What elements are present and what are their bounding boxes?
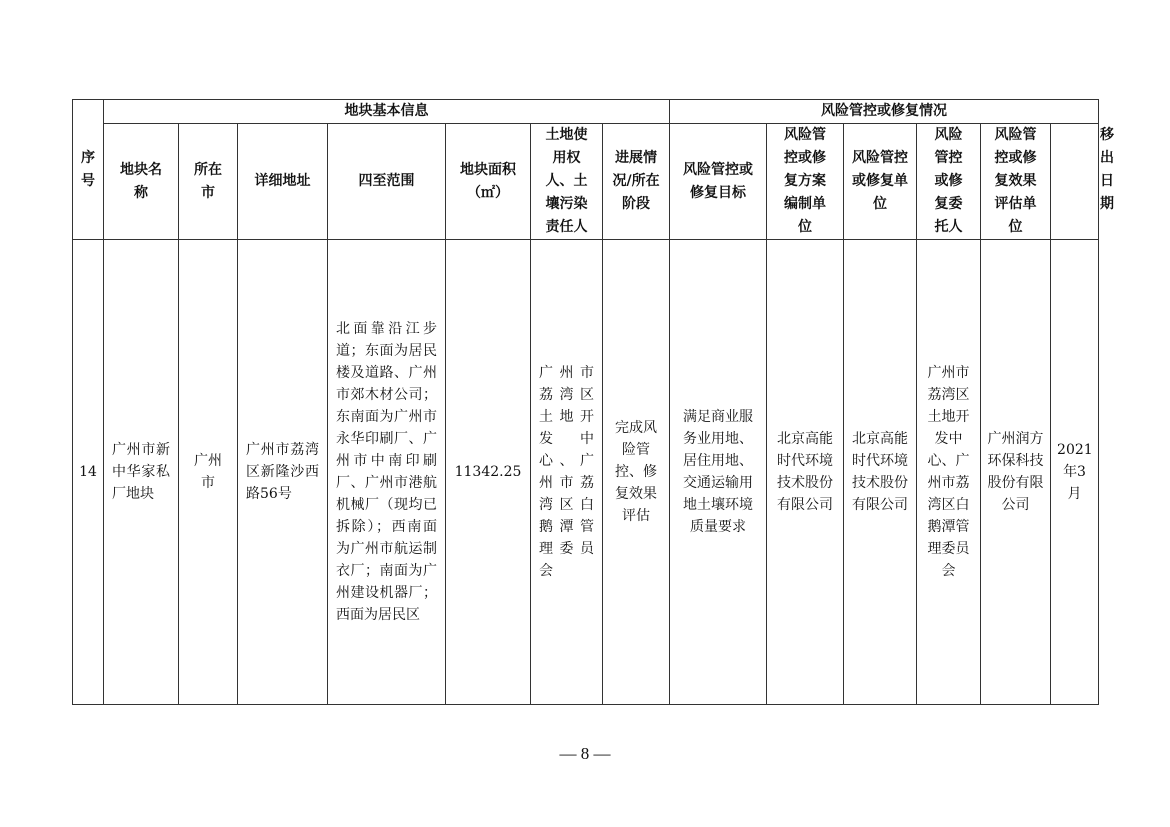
- cell-city: 广州市: [179, 240, 238, 705]
- header-risk-control: 风险管控或修复情况: [670, 100, 1099, 124]
- header-client: 风险管控或修复委托人: [917, 124, 981, 240]
- cell-progress: 完成风险管控、修复效果评估: [603, 240, 670, 705]
- cell-seq: 14: [73, 240, 104, 705]
- header-eval-unit: 风险管控或修复效果评估单位: [981, 124, 1051, 240]
- header-target: 风险管控或修复目标: [670, 124, 767, 240]
- header-removal-date-text: 移出日期: [1100, 126, 1115, 212]
- page-number: — 8 —: [559, 744, 611, 763]
- cell-repair-unit: 北京高能时代环境技术股份有限公司: [844, 240, 917, 705]
- header-city: 所在市: [179, 124, 238, 240]
- header-repair-unit: 风险管控或修复单位: [844, 124, 917, 240]
- cell-address: 广州市荔湾区新隆沙西路56号: [238, 240, 328, 705]
- site-table: [72, 99, 1115, 705]
- header-progress: 进展情况/所在阶段: [603, 124, 670, 240]
- cell-area: 11342.25: [446, 240, 531, 705]
- cell-owner: 广州市荔湾区土地开发中心、广州市荔湾区白鹅潭管理委员会: [531, 240, 603, 705]
- header-name: 地块名称: [104, 124, 179, 240]
- cell-name: 广州市新中华家私厂地块: [104, 240, 179, 705]
- table-row: [73, 240, 1099, 705]
- header-address: 详细地址: [238, 124, 328, 240]
- cell-date: 2021年3月: [1051, 240, 1099, 705]
- header-basic-info: 地块基本信息: [104, 100, 670, 124]
- header-seq-text: 序号: [81, 149, 95, 189]
- header-owner: 土地使用权人、土壤污染责任人: [531, 124, 603, 240]
- header-area: 地块面积（㎡）: [446, 124, 531, 240]
- cell-eval-unit: 广州润方环保科技股份有限公司: [981, 240, 1051, 705]
- header-seq: [73, 100, 104, 240]
- cell-client: 广州市荔湾区土地开发中心、广州市荔湾区白鹅潭管理委员会: [917, 240, 981, 705]
- header-boundary: 四至范围: [328, 124, 446, 240]
- cell-target: 满足商业服务业用地、居住用地、交通运输用地土壤环境质量要求: [670, 240, 767, 705]
- header-plan-unit: 风险管控或修复方案编制单位: [767, 124, 844, 240]
- cell-boundary: 北面靠沿江步道；东面为居民楼及道路、广州市郊木材公司；东南面为广州市永华印刷厂、广州市中南印刷厂、广州市港航机械厂（现均已拆除）；西南面为广州市航运制衣厂；南面为广州建设机器厂；西面为居民区: [328, 240, 446, 705]
- cell-plan-unit: 北京高能时代环境技术股份有限公司: [767, 240, 844, 705]
